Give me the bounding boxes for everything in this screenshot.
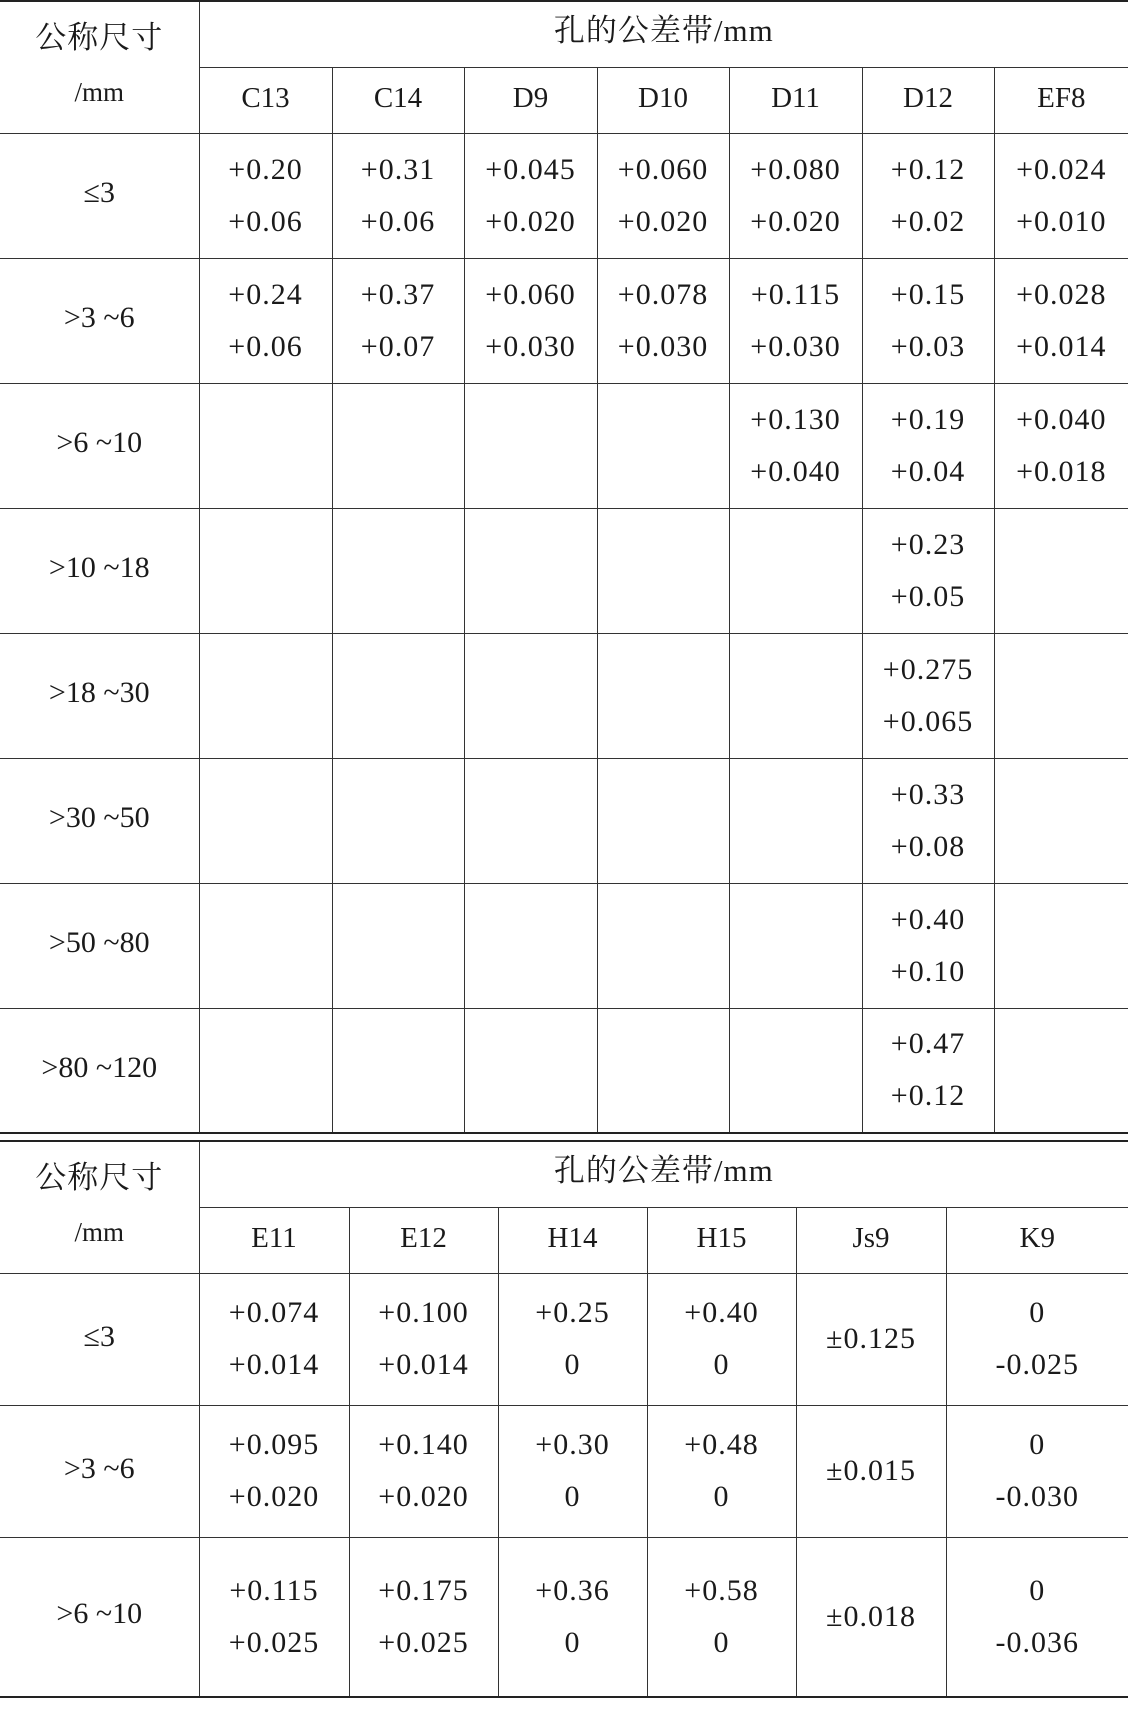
tolerance-code-header	[199, 1207, 349, 1273]
lower-deviation: +0.030	[750, 329, 841, 363]
deviation-cell	[199, 1405, 349, 1537]
upper-deviation: +0.36	[535, 1573, 610, 1607]
table-row	[0, 633, 1128, 758]
tolerance-code-header	[729, 67, 862, 133]
upper-deviation: +0.100	[378, 1296, 469, 1329]
tolerance-code-label: H15	[696, 1221, 747, 1254]
upper-deviation: +0.12	[890, 152, 966, 186]
deviation-cell	[464, 383, 597, 508]
tolerance-code-label: H14	[547, 1221, 598, 1254]
lower-deviation: +0.05	[890, 579, 966, 613]
upper-deviation: +0.115	[229, 1573, 319, 1607]
deviation-cell	[464, 633, 597, 758]
lower-deviation: +0.020	[378, 1480, 469, 1513]
tolerance-code-label: D9	[512, 81, 549, 114]
nominal-size-label: ≤3	[83, 176, 115, 209]
tolerance-code-label: C14	[373, 81, 423, 114]
deviation-cell	[332, 508, 464, 633]
nominal-size-cell	[0, 133, 199, 258]
upper-deviation: +0.130	[750, 402, 841, 436]
deviation-cell	[332, 758, 464, 883]
upper-deviation: +0.40	[684, 1296, 759, 1329]
deviation-cell	[597, 758, 729, 883]
size-header-title: 公称尺寸	[35, 1160, 164, 1195]
table-row	[0, 1405, 1128, 1537]
deviation-cell	[199, 258, 332, 383]
tolerance-code-header	[994, 67, 1128, 133]
upper-deviation: +0.095	[228, 1428, 320, 1461]
deviation-cell	[862, 133, 994, 258]
nominal-size-label: >10 ~18	[48, 551, 150, 584]
lower-deviation: +0.10	[890, 954, 966, 988]
table-row	[0, 258, 1128, 383]
size-header-cell	[0, 1141, 199, 1273]
nominal-size-label: >80 ~120	[41, 1050, 158, 1084]
nominal-size-cell	[0, 1537, 199, 1697]
upper-deviation: +0.140	[378, 1428, 469, 1461]
upper-deviation: +0.47	[890, 1027, 966, 1061]
deviation-cell	[199, 883, 332, 1008]
upper-deviation: 0	[1029, 1428, 1046, 1461]
tolerance-code-label: K9	[1019, 1221, 1055, 1254]
deviation-cell	[729, 508, 862, 633]
deviation-cell	[199, 758, 332, 883]
table-row	[0, 508, 1128, 633]
upper-deviation: 0	[1029, 1573, 1046, 1607]
deviation-cell	[994, 633, 1128, 758]
nominal-size-cell	[0, 1008, 199, 1133]
upper-deviation: +0.175	[378, 1573, 469, 1607]
lower-deviation: +0.065	[882, 704, 974, 738]
deviation-cell	[464, 133, 597, 258]
nominal-size-cell	[0, 883, 199, 1008]
deviation-cell	[464, 508, 597, 633]
header-row	[0, 1, 1128, 67]
deviation-cell	[862, 633, 994, 758]
deviation-cell	[729, 758, 862, 883]
lower-deviation: +0.014	[1016, 329, 1107, 363]
deviation-cell	[332, 883, 464, 1008]
tolerance-zone-title: 孔的公差带/mm	[553, 13, 774, 49]
lower-deviation: 0	[713, 1625, 730, 1659]
lower-deviation: +0.010	[1016, 204, 1107, 238]
tolerance-code-header	[464, 67, 597, 133]
upper-deviation: +0.48	[684, 1428, 759, 1461]
table-row	[0, 1537, 1128, 1697]
lower-deviation: 0	[713, 1480, 730, 1513]
deviation-cell	[862, 383, 994, 508]
upper-deviation: ±0.015	[826, 1454, 916, 1487]
deviation-cell	[862, 1008, 994, 1133]
lower-deviation: 0	[564, 1480, 581, 1513]
deviation-cell	[199, 1008, 332, 1133]
upper-deviation: +0.30	[535, 1428, 610, 1461]
upper-deviation: +0.060	[617, 152, 709, 186]
tolerance-code-header	[498, 1207, 647, 1273]
lower-deviation: +0.08	[890, 829, 966, 863]
lower-deviation: +0.025	[228, 1625, 320, 1659]
deviation-cell	[994, 1008, 1128, 1133]
lower-deviation: +0.014	[228, 1348, 320, 1381]
deviation-cell	[199, 1537, 349, 1697]
deviation-cell	[994, 133, 1128, 258]
lower-deviation: +0.06	[228, 329, 303, 363]
nominal-size-label: >6 ~10	[56, 1597, 143, 1631]
deviation-cell	[729, 883, 862, 1008]
tolerance-code-label: D12	[903, 81, 953, 114]
lower-deviation: +0.06	[228, 204, 303, 238]
tolerance-code-header	[597, 67, 729, 133]
size-header-cell	[0, 1, 199, 133]
deviation-cell	[597, 1008, 729, 1133]
lower-deviation: -0.036	[995, 1625, 1080, 1659]
tolerance-code-header	[349, 1207, 498, 1273]
tolerance-code-label: EF8	[1037, 81, 1086, 114]
lower-deviation: -0.030	[995, 1480, 1080, 1513]
size-header-unit: /mm	[74, 77, 124, 107]
deviation-cell	[464, 883, 597, 1008]
deviation-cell	[332, 258, 464, 383]
upper-deviation: +0.080	[750, 152, 841, 186]
upper-deviation: +0.58	[684, 1573, 759, 1607]
deviation-cell	[332, 383, 464, 508]
deviation-cell	[199, 508, 332, 633]
nominal-size-cell	[0, 258, 199, 383]
deviation-cell	[647, 1537, 796, 1697]
lower-deviation: 0	[713, 1348, 730, 1381]
deviation-cell	[597, 258, 729, 383]
upper-deviation: +0.20	[228, 152, 303, 186]
deviation-cell	[729, 1008, 862, 1133]
nominal-size-label: >6 ~10	[56, 426, 143, 459]
nominal-size-cell	[0, 508, 199, 633]
lower-deviation: +0.030	[485, 329, 576, 363]
lower-deviation: +0.020	[750, 204, 841, 238]
lower-deviation: +0.03	[890, 329, 966, 363]
nominal-size-cell	[0, 758, 199, 883]
size-header-unit: /mm	[74, 1217, 124, 1247]
table-row	[0, 758, 1128, 883]
deviation-cell	[946, 1273, 1128, 1405]
deviation-cell	[498, 1537, 647, 1697]
deviation-cell	[349, 1405, 498, 1537]
upper-deviation: +0.024	[1016, 152, 1107, 186]
lower-deviation: +0.025	[378, 1625, 469, 1659]
deviation-cell	[862, 883, 994, 1008]
lower-deviation: +0.06	[360, 204, 436, 238]
nominal-size-label: >3 ~6	[63, 301, 135, 334]
size-header-title: 公称尺寸	[35, 20, 164, 55]
lower-deviation: +0.040	[750, 454, 841, 488]
deviation-cell	[464, 758, 597, 883]
lower-deviation: +0.04	[890, 454, 966, 488]
deviation-cell	[946, 1537, 1128, 1697]
nominal-size-cell	[0, 1405, 199, 1537]
tolerance-zone-header	[199, 1141, 1128, 1207]
tolerance-code-label: D11	[771, 81, 820, 114]
tolerance-code-label: D10	[638, 81, 688, 114]
deviation-cell	[994, 883, 1128, 1008]
upper-deviation: +0.23	[890, 527, 966, 561]
deviation-cell	[199, 133, 332, 258]
upper-deviation: +0.275	[882, 652, 974, 686]
deviation-cell	[647, 1405, 796, 1537]
deviation-cell	[199, 383, 332, 508]
lower-deviation: +0.020	[617, 204, 709, 238]
deviation-cell	[332, 633, 464, 758]
nominal-size-cell	[0, 383, 199, 508]
deviation-cell	[199, 1273, 349, 1405]
nominal-size-label: >50 ~80	[48, 926, 150, 959]
deviation-cell	[349, 1537, 498, 1697]
deviation-cell	[498, 1273, 647, 1405]
deviation-cell	[796, 1273, 946, 1405]
deviation-cell	[994, 383, 1128, 508]
deviation-cell	[349, 1273, 498, 1405]
upper-deviation: +0.24	[228, 277, 303, 311]
deviation-cell	[464, 258, 597, 383]
nominal-size-cell	[0, 1273, 199, 1405]
deviation-cell	[729, 258, 862, 383]
tolerance-code-label: C13	[241, 81, 290, 114]
deviation-cell	[332, 1008, 464, 1133]
lower-deviation: +0.014	[378, 1348, 469, 1381]
deviation-cell	[862, 258, 994, 383]
tolerance-zone-header	[199, 1, 1128, 67]
upper-deviation: +0.19	[890, 402, 966, 436]
tolerance-code-header	[946, 1207, 1128, 1273]
tolerance-code-label: Js9	[852, 1221, 890, 1254]
deviation-cell	[597, 133, 729, 258]
upper-deviation: +0.31	[360, 152, 436, 186]
deviation-cell	[647, 1273, 796, 1405]
deviation-cell	[946, 1405, 1128, 1537]
upper-deviation: +0.040	[1016, 402, 1107, 436]
upper-deviation: +0.028	[1016, 277, 1107, 311]
upper-deviation: +0.25	[535, 1296, 610, 1329]
nominal-size-cell	[0, 633, 199, 758]
upper-deviation: +0.33	[890, 777, 966, 811]
deviation-cell	[796, 1405, 946, 1537]
tolerance-code-header	[332, 67, 464, 133]
table-row	[0, 383, 1128, 508]
deviation-cell	[597, 883, 729, 1008]
deviation-cell	[498, 1405, 647, 1537]
deviation-cell	[729, 383, 862, 508]
tolerance-code-header	[796, 1207, 946, 1273]
upper-deviation: +0.15	[890, 277, 966, 311]
lower-deviation: +0.018	[1016, 454, 1107, 488]
table-row	[0, 1008, 1128, 1133]
lower-deviation: +0.02	[890, 204, 966, 238]
upper-deviation: +0.078	[617, 277, 709, 311]
lower-deviation: 0	[564, 1625, 581, 1659]
lower-deviation: -0.025	[995, 1348, 1080, 1381]
table-row	[0, 1273, 1128, 1405]
table-row	[0, 883, 1128, 1008]
tolerance-zone-title: 孔的公差带/mm	[553, 1153, 774, 1189]
nominal-size-label: ≤3	[83, 1319, 115, 1353]
deviation-cell	[994, 508, 1128, 633]
upper-deviation: ±0.125	[826, 1322, 916, 1355]
nominal-size-label: >18 ~30	[48, 676, 150, 709]
lower-deviation: +0.020	[228, 1480, 320, 1513]
tolerance-code-label: E12	[400, 1221, 447, 1254]
upper-deviation: +0.074	[228, 1296, 320, 1329]
tolerance-code-label: E11	[251, 1221, 297, 1254]
deviation-cell	[862, 508, 994, 633]
table2-tolerance-table	[0, 1140, 1128, 1698]
header-row	[0, 1141, 1128, 1207]
lower-deviation: +0.030	[617, 329, 709, 363]
upper-deviation: +0.115	[750, 277, 841, 311]
deviation-cell	[597, 383, 729, 508]
tolerance-code-header	[862, 67, 994, 133]
deviation-cell	[199, 633, 332, 758]
lower-deviation: +0.07	[360, 329, 436, 363]
lower-deviation: +0.12	[890, 1079, 966, 1113]
deviation-cell	[994, 758, 1128, 883]
deviation-cell	[994, 258, 1128, 383]
tolerance-code-header	[199, 67, 332, 133]
upper-deviation: +0.060	[485, 277, 576, 311]
upper-deviation: 0	[1029, 1296, 1046, 1329]
deviation-cell	[862, 758, 994, 883]
upper-deviation: +0.045	[485, 152, 576, 186]
deviation-cell	[729, 633, 862, 758]
upper-deviation: +0.40	[890, 902, 966, 936]
upper-deviation: +0.37	[360, 277, 436, 311]
nominal-size-label: >30 ~50	[48, 801, 150, 834]
lower-deviation: +0.020	[485, 204, 576, 238]
tolerance-code-header	[647, 1207, 796, 1273]
deviation-cell	[464, 1008, 597, 1133]
deviation-cell	[332, 133, 464, 258]
lower-deviation: 0	[564, 1348, 581, 1381]
deviation-cell	[597, 508, 729, 633]
upper-deviation: ±0.018	[826, 1599, 916, 1633]
deviation-cell	[796, 1537, 946, 1697]
nominal-size-label: >3 ~6	[63, 1451, 135, 1485]
table-row	[0, 133, 1128, 258]
deviation-cell	[729, 133, 862, 258]
deviation-cell	[597, 633, 729, 758]
